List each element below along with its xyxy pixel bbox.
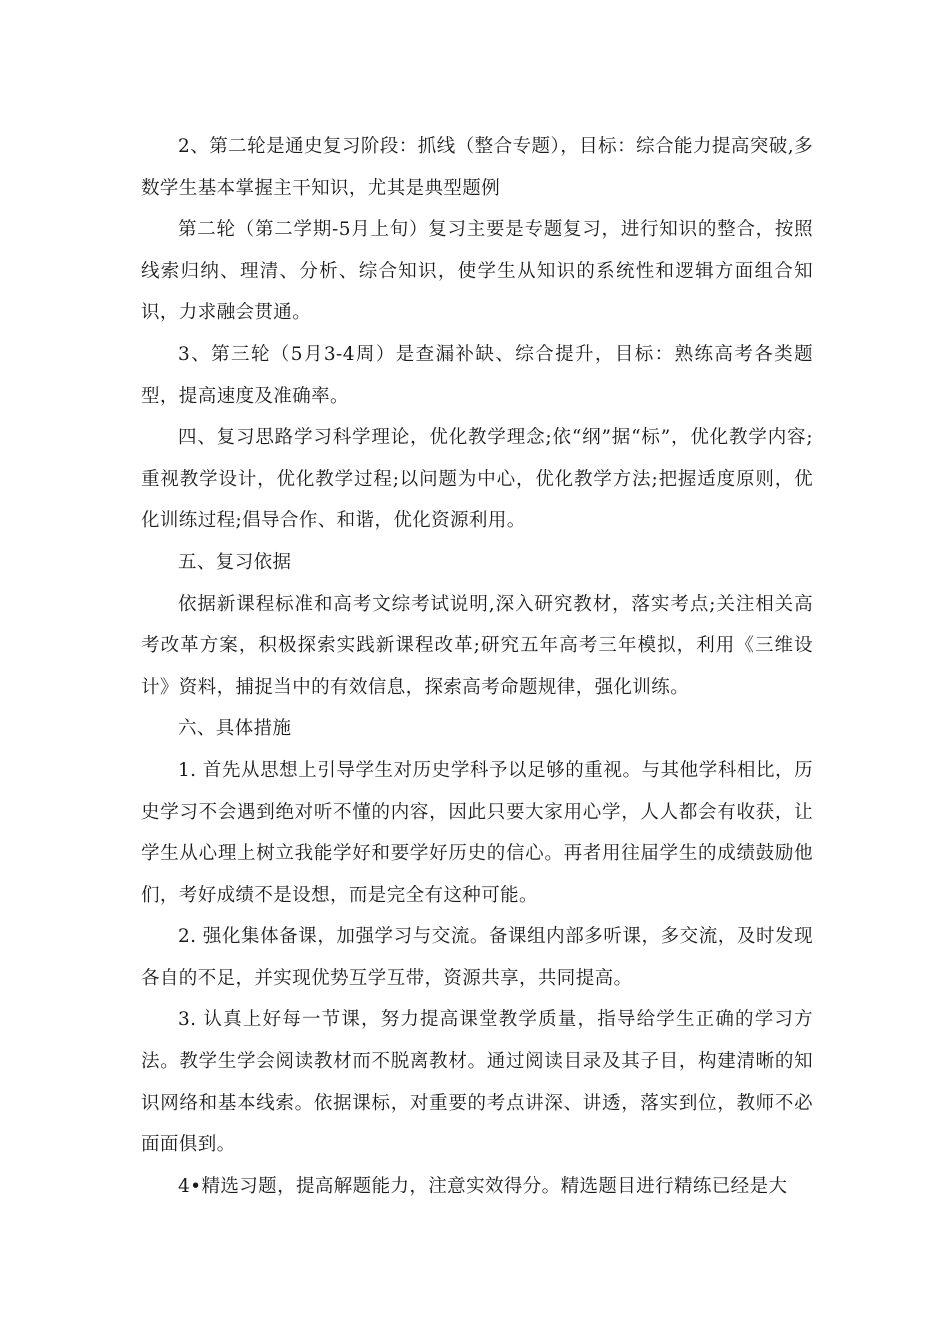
paragraph-review-approach: 四、复习思路学习科学理论，优化教学理念;依“纲”据“标”，优化教学内容;重视教学设计，优化教学过程;以问题为中心，优化教学方法;把握适度原则，优化训练过程;倡导合作、和谐，优化资源利用。 [141,427,813,532]
heading-specific-measures: 六、具体措施 [178,718,292,740]
paragraph-second-round-goal: 2、第二轮是通史复习阶段：抓线（整合专题），目标：综合能力提高突破,多数学生基本掌握主干知识，尤其是典型题例 [141,136,813,199]
paragraph-review-basis: 依据新课程标准和高考文综考试说明,深入研究教材，落实考点;关注相关高考改革方案，积极探索实践新课程改革;研究五年高考三年模拟，利用《三维设计》资料，捕捉当中的有效信息，探索高考命题规律，强化训练。 [141,593,813,698]
paragraph-measure-2: 2. 强化集体备课，加强学习与交流。备课组内部多听课，多交流，及时发现各自的不足，并实现优势互学互带，资源共享，共同提高。 [141,926,813,989]
paragraph-measure-1: 1. 首先从思想上引导学生对历史学科予以足够的重视。与其他学科相比，历史学习不会遇到绝对听不懂的内容，因此只要大家用心学，人人都会有收获，让学生从心理上树立我能学好和要学好历史的信心。再者用往届学生的成绩鼓励他们，考好成绩不是设想，而是完全有这种可能。 [141,759,813,906]
paragraph-third-round: 3、第三轮（5月3-4周）是查漏补缺、综合提升，目标：熟练高考各类题型，提高速度及准确率。 [141,343,813,407]
paragraph-measure-4: 4•精选习题，提高解题能力，注意实效得分。精选题目进行精练已经是大 [178,1175,788,1197]
paragraph-second-round-detail: 第二轮（第二学期-5月上旬）复习主要是专题复习，进行知识的整合，按照线索归纳、理清、分析、综合知识，使学生从知识的系统性和逻辑方面组合知识，力求融会贯通。 [141,219,813,324]
heading-review-basis: 五、复习依据 [178,551,292,573]
document-body [141,126,813,1207]
paragraph-measure-3: 3. 认真上好每一节课，努力提高课堂教学质量，指导给学生正确的学习方法。教学生学会阅读教材而不脱离教材。通过阅读目录及其子目，构建清晰的知识网络和基本线索。依据课标，对重要的考点讲深、讲透，落实到位，教师不必面面俱到。 [141,1009,813,1156]
